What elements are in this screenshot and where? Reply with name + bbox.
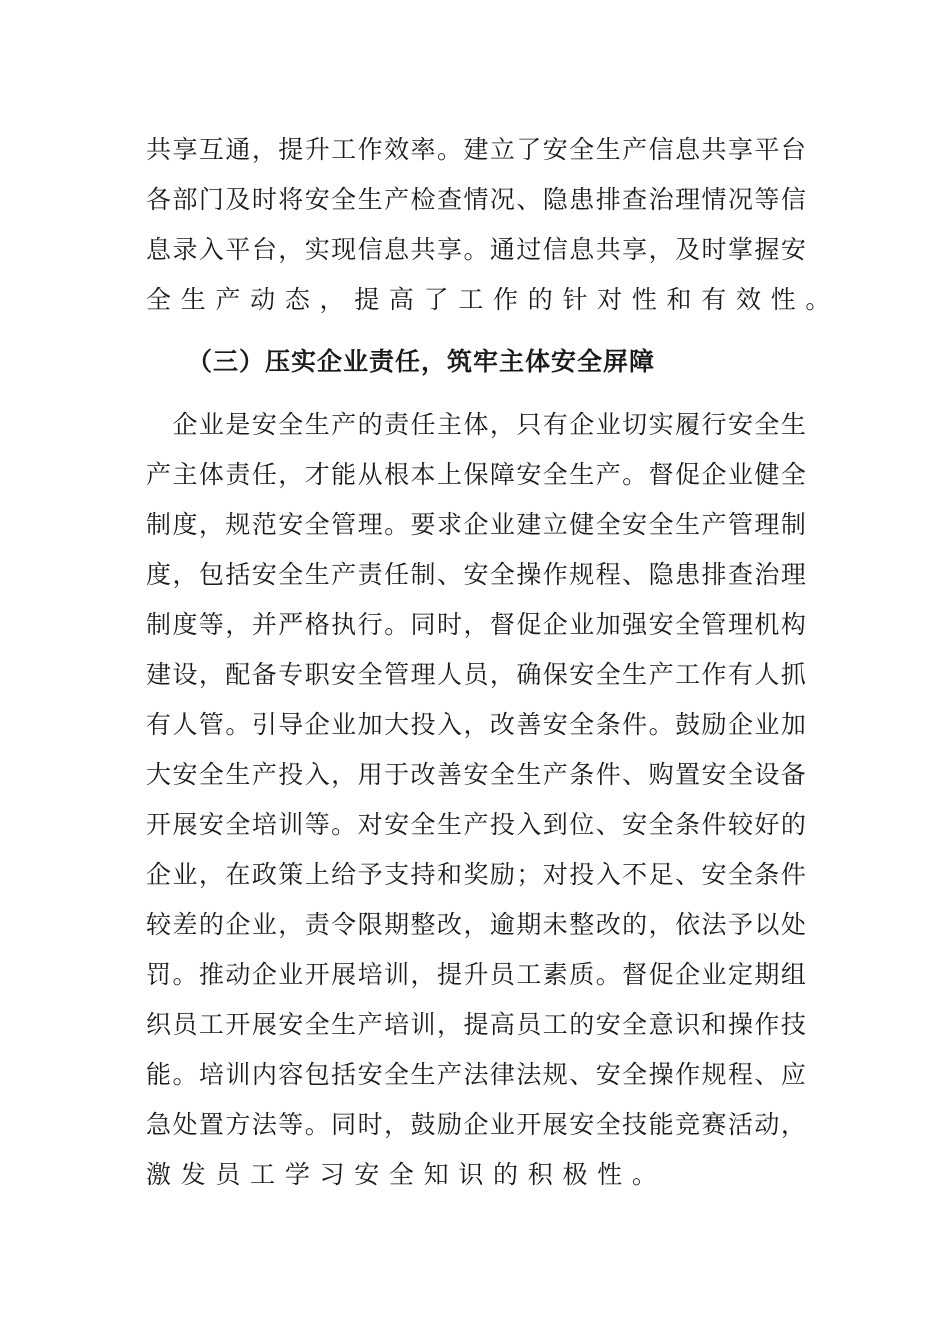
text-line: 有 人 管 。 引 导 企 业 加 大 投 入 ， 改 善 安 全 条 件 。 鼓 励 企 业 加 — [146, 710, 806, 739]
text-line: 企 业 ， 在 政 策 上 给 予 支 持 和 奖 励 ； 对 投 入 不 足 、 安 全 条 件 — [146, 860, 806, 889]
text-line: 产 主 体 责 任 ， 才 能 从 根 本 上 保 障 安 全 生 产 。 督 促 企 业 健 全 — [146, 460, 806, 489]
text-line: 制 度 等 ， 并 严 格 执 行 。 同 时 ， 督 促 企 业 加 强 安 全 管 理 机 构 — [146, 610, 806, 639]
text-line: 制 度 ， 规 范 安 全 管 理 。 要 求 企 业 建 立 健 全 安 全 生 产 管 理 制 — [146, 510, 806, 539]
text-line: 急 处 置 方 法 等 。 同 时 ， 鼓 励 企 业 开 展 安 全 技 能 竞 赛 活 动 ， — [146, 1110, 806, 1139]
text-line: 能 。 培 训 内 容 包 括 安 全 生 产 法 律 法 规 、 安 全 操 作 规 程 、 应 — [146, 1060, 806, 1089]
text-line: 大 安 全 生 产 投 入 ， 用 于 改 善 安 全 生 产 条 件 、 购 置 安 全 设 备 — [146, 760, 806, 789]
text-line: 共 享 互 通 ， 提 升 工 作 效 率 。 建 立 了 安 全 生 产 信 息 共 享 平 台 — [146, 135, 806, 164]
text-line: 激 发 员 工 学 习 安 全 知 识 的 积 极 性 。 — [146, 1160, 657, 1189]
text-line: 织 员 工 开 展 安 全 生 产 培 训 ， 提 高 员 工 的 安 全 意 识 和 操 作 技 — [146, 1010, 806, 1039]
text-line: 罚 。 推 动 企 业 开 展 培 训 ， 提 升 员 工 素 质 。 督 促 企 业 定 期 组 — [146, 960, 806, 989]
text-line: 各 部 门 及 时 将 安 全 生 产 检 查 情 况 、 隐 患 排 查 治 理 情 况 等 信 — [146, 185, 806, 214]
text-line: 息 录 入 平 台 ， 实 现 信 息 共 享 。 通 过 信 息 共 享 ， 及 时 掌 握 安 — [146, 235, 806, 264]
text-line: 建 设 ， 配 备 专 职 安 全 管 理 人 员 ， 确 保 安 全 生 产 工 作 有 人 抓 — [146, 660, 806, 689]
section-heading: （三）压实企业责任，筑牢主体安全屏障 — [187, 347, 656, 376]
text-line: 开 展 安 全 培 训 等 。 对 安 全 生 产 投 入 到 位 、 安 全 条 件 较 好 的 — [146, 810, 806, 839]
text-line: 全 生 产 动 态 ， 提 高 了 工 作 的 针 对 性 和 有 效 性 。 — [146, 285, 831, 314]
text-line: 企 业 是 安 全 生 产 的 责 任 主 体 ， 只 有 企 业 切 实 履 行 安 全 生 — [172, 410, 806, 439]
text-line: 较 差 的 企 业 ， 责 令 限 期 整 改 ， 逾 期 未 整 改 的 ， 依 法 予 以 处 — [146, 910, 806, 939]
text-line: 度 ， 包 括 安 全 生 产 责 任 制 、 安 全 操 作 规 程 、 隐 患 排 查 治 理 — [146, 560, 806, 589]
